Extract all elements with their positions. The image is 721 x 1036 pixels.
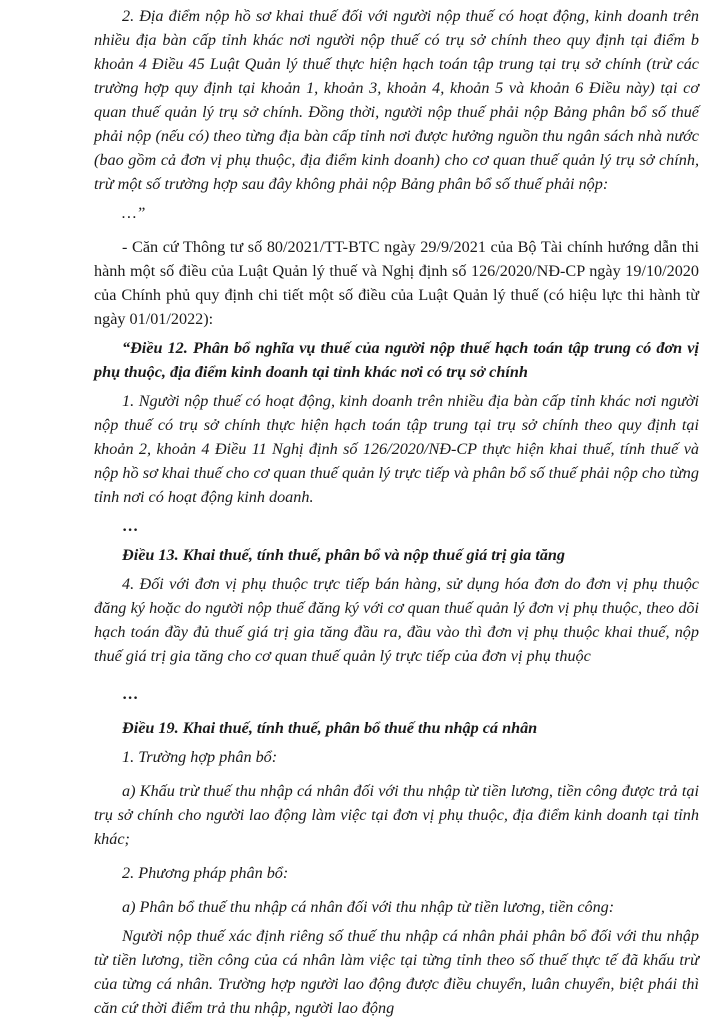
ellipsis-1: …	[122, 517, 139, 535]
paragraph-circular-reference: - Căn cứ Thông tư số 80/2021/TT-BTC ngày 29/9/2021 của Bộ Tài chính hướng dẫn thi hành một số điều của Luật Quản lý thuế và Nghị định số 126/2020/NĐ-CP ngày 19/10/2020 của Chính phủ quy định chi tiết một số điều của Luật Quản lý thuế (có hiệu lực thi hành từ ngày 01/01/2022):	[94, 238, 699, 328]
paragraph-item-a-allocation: a) Phân bổ thuế thu nhập cá nhân đối với thu nhập từ tiền lương, tiền công:	[122, 898, 615, 916]
document-body	[94, 4, 699, 1020]
ellipsis-2: …	[122, 685, 139, 703]
heading-article-12: “Điều 12. Phân bổ nghĩa vụ thuế của người nộp thuế hạch toán tập trung có đơn vị phụ thuộc, địa điểm kinh doanh tại tỉnh khác nơi có trụ sở chính	[94, 339, 699, 381]
paragraph-article-12-clause-1: 1. Người nộp thuế có hoạt động, kinh doanh trên nhiều địa bàn cấp tỉnh khác nơi người nộp thuế có trụ sở chính thực hiện hạch toán tập trung tại trụ sở chính theo quy định tại khoản 2, khoản 4 Điều 11 Nghị định số 126/2020/NĐ-CP thực hiện khai thuế, tính thuế và nộp hồ sơ khai thuế cho cơ quan thuế quản lý trực tiếp và phân bổ số thuế phải nộp cho từng tỉnh nơi có hoạt động kinh doanh.	[94, 392, 699, 506]
paragraph-article-13-clause-4: 4. Đối với đơn vị phụ thuộc trực tiếp bán hàng, sử dụng hóa đơn do đơn vị phụ thuộc đăng ký hoặc do người nộp thuế đăng ký với cơ quan thuế quản lý đơn vị phụ thuộc, theo dõi hạch toán đầy đủ thuế giá trị gia tăng đầu ra, đầu vào thì đơn vị phụ thuộc khai thuế, nộp thuế giá trị gia tăng cho cơ quan thuế quản lý trực tiếp của đơn vị phụ thuộc	[94, 575, 699, 665]
paragraph-allocation-cases: 1. Trường hợp phân bổ:	[122, 748, 278, 766]
paragraph-taxpayer-determination: Người nộp thuế xác định riêng số thuế thu nhập cá nhân phải phân bổ đối với thu nhập từ tiền lương, tiền công của cá nhân làm việc tại từng tỉnh theo số thuế thực tế đã khấu trừ của từng cá nhân. Trường hợp người lao động được điều chuyển, luân chuyển, biệt phái thì căn cứ thời điểm trả thu nhập, người lao động	[94, 927, 699, 1017]
paragraph-allocation-method: 2. Phương pháp phân bổ:	[122, 864, 289, 882]
paragraph-clause-2: 2. Địa điểm nộp hồ sơ khai thuế đối với người nộp thuế có hoạt động, kinh doanh trên nhiều địa bàn cấp tỉnh khác nơi người nộp thuế có trụ sở chính theo quy định tại điểm b khoản 4 Điều 45 Luật Quản lý thuế thực hiện hạch toán tập trung tại trụ sở chính (trừ các trường hợp quy định tại khoản 1, khoản 3, khoản 4, khoản 5 và khoản 6 Điều này) tại cơ quan thuế quản lý trụ sở chính. Đồng thời, người nộp thuế phải nộp Bảng phân bổ số thuế phải nộp (nếu có) theo từng địa bàn cấp tỉnh nơi được hưởng nguồn thu ngân sách nhà nước (bao gồm cả đơn vị phụ thuộc, địa điểm kinh doanh) cho cơ quan thuế quản lý trụ sở chính, trừ một số trường hợp sau đây không phải nộp Bảng phân bổ số thuế phải nộp:	[94, 7, 699, 193]
quote-end-ellipsis: …”	[122, 204, 146, 222]
heading-article-13: Điều 13. Khai thuế, tính thuế, phân bổ và nộp thuế giá trị gia tăng	[122, 546, 566, 564]
paragraph-item-a-withholding: a) Khấu trừ thuế thu nhập cá nhân đối với thu nhập từ tiền lương, tiền công được trả tại trụ sở chính cho người lao động làm việc tại đơn vị phụ thuộc, địa điểm kinh doanh tại tỉnh khác;	[94, 782, 699, 848]
heading-article-19: Điều 19. Khai thuế, tính thuế, phân bổ thuế thu nhập cá nhân	[122, 719, 538, 737]
